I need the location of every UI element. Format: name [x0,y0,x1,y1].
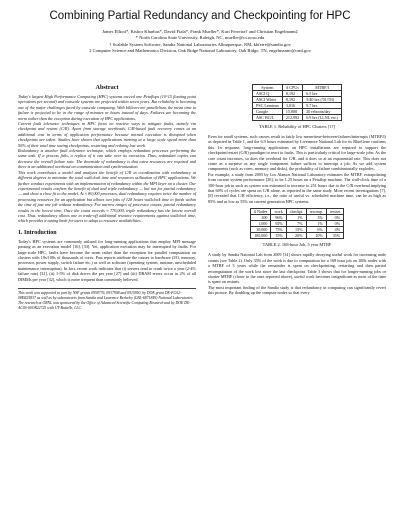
table-2-header-row [250,209,343,215]
table-row [250,233,343,239]
table-2-caption: TABLE 2. 168-hour Job, 5 year MTBF [262,242,332,248]
table-cell: ASCI Q [253,91,283,97]
table-2-header-cell: restart [326,209,343,215]
table-cell: 0% [326,215,343,221]
table-cell: 8,192 [282,91,302,97]
table-row [253,115,342,121]
table-cell: 4% [326,227,343,233]
table-1-header-cell: MTBF/I [303,85,342,91]
table-cell: 100,000 [250,233,271,239]
abstract-paragraph-3: Redundancy is another fault tolerance technique, which employs redundant processes performing the same task. If a process fails, a replica of it can take over its execution. Thus, redundant copies can decrease the overall failure rate. The downside of redundancy is that extra resources are required and there is an additional overhead on communication and synchronization. [18,148,196,170]
table-cell: 212,992 [282,115,302,121]
table-cell: 1% [306,221,326,227]
body-paragraph-2: For example, a study from 2005 by Los Alamos National Laboratory estimates the MTBF, extrapolating from current system performance [26], to be 1.25 hours on a Petaflop machine. The wall-clock time of a 100-hour job in such as system was estimated to increase to 251 hours due to the C/R overhead implying that 60% of cycles are spent on C/R alone, as reported in the same study. More recent investigations [7], [8] revealed that C/R efficiency, i.e., the ratio of useful vs. scheduled machine time, can be as high as 85% and as low as 55% on current generation HPC systems. [208,171,386,204]
table-cell: Google [253,109,283,115]
table-cell: 15% [286,227,306,233]
table-cell: ASC BG/L [253,115,283,121]
table-cell: 75% [271,227,286,233]
table-cell: 5/40 hrs ('01/'03) [303,97,342,103]
abstract-paragraph-1: Today's largest High Performance Computing (HPC) systems exceed one Petaflops (10^15 floating point operations per second) and exascale systems are projected within seven years. But reliability is becoming one of the major challenges faced by exascale computing. With billion-core parallelism, the mean time to failure is projected to be in the range of minutes or hours instead of days. Failures are becoming the norm rather than the exception during execution of HPC applications. [18,94,196,121]
table-cell: 35% [326,233,343,239]
table-2 [250,208,344,239]
right-column [208,84,386,296]
body-paragraph-3: A study by Sandia National Lab from 2009 [14] shows rapidly decaying useful work for increasing node counts (see Table 2). Only 35% of the work is due to computation for a 168 hour job on 100k nodes with a MTBF of 5 years while the remainder is spent on checkpointing, restarting and then partial recomputation of the work lost since the last checkpoint. Table 3 shows that for longer-running jobs or shorter MTBF (closer to the ones reported above), useful work becomes insignificant as most of the time is spent on restarts. [208,252,386,285]
table-1 [252,84,342,121]
table-cell: 10,000 [250,227,271,233]
affiliation-2: † Scalable System Software, Sandia National Laboratories Albuquerque, NM, kbferre@sandia.gov [109,41,291,47]
intro-paragraph-1: Today's HPC systems are commonly utilized for long-running applications that employ MPI message passing as an execution model [16], [33]. Yet, application execution may be interrupted by faults. For large-scale HPC, faults have become the norm rather than the exception for parallel computation on clusters with 10s/100s of thousands of cores. Past reports attribute the causes to hardware (I/O, memory, processor, power supply, switch failure etc.) as well as software (operating system, runtime, unscheduled maintenance interruption). In fact, recent work indicates that (i) servers tend to crash twice a year (2-4% failure rate) [32], (ii) 1-5% of disk drives die per year [27] and (iii) DRAM errors occur in 2% of all DIMMs per year [32], which is more frequent than commonly believed. [18,238,196,282]
table-2-header-cell: # Nodes [250,209,271,215]
affiliation-1: * North Carolina State University, Raleigh, NC, mueller@cs.ncsu.edu [135,35,265,41]
table-cell: 35% [271,233,286,239]
table-cell: 20% [286,233,306,239]
table-cell: 15,000 [282,109,302,115]
abstract-heading: Abstract [95,84,119,91]
table-cell: 6% [306,227,326,233]
table-row [253,109,342,115]
table-cell: PSC Lemieux [253,103,283,109]
section-heading-introduction: 1. Introduction [18,229,57,236]
table-cell: 1,000 [250,221,271,227]
table-1-header-cell: # CPUs [282,85,302,91]
left-column [18,84,196,311]
table-cell: 3% [306,215,326,221]
table-1-header-row [253,85,342,91]
table-2-header-cell: work [271,209,286,215]
table-cell: 8,192 [282,97,302,103]
table-cell: 100 [250,215,271,221]
funding-footnote: This work was supported in part by NSF grants 0958776, 0937908 and 0915950, by DOE grant DE-FG02-08ER25837 as well as by subcontracts from Sandia and Lawrence Berkeley (LBL-6871849) National Laboratories. The research at ORNL was sponsored by the Office of Advanced Scientific Computing Research and by DOE DE-AC05-00OR22725 with UT-Battelle, LLC. [18,288,196,311]
table-cell: 9.7 hrs [303,103,342,109]
table-cell: 1% [286,215,306,221]
table-cell: 7% [286,221,306,227]
table-cell: 10% [306,233,326,239]
table-2-header-cell: checkpt [286,209,306,215]
author-names: James Elliott*, Kishor Kharbas*, David Fiala*, Frank Mueller*, Kurt Ferreira† and Christian Engelmann‡ [102,29,298,34]
abstract-paragraph-2: Current fault tolerance techniques in HPC focus on reactive ways to mitigate faults, namely via checkpoint and restart (C/R). Apart from storage overheads, C/R-based fault recovery comes at an additional cost in terms of application performance because normal execution is disrupted when checkpoints are taken. Studies have shown that applications running at a large scale spend more than 50% of their total time saving checkpoints, restarting and redoing lost work. [18,121,196,148]
abstract-paragraph-4: This work contributes a model and analyzes the benefit of C/R in coordination with redundancy at different degrees to minimize the total wallclock time and resources utilization of HPC applications. We further conduct experiments with an implementation of redundancy within the MPI layer on a cluster. Our experimental results confirm the benefit of dual and triple redundancy — but not for partial redundancy — and show a close fit to the model. At ≈ 80,000 processes, dual redundancy requires twice the number of processing resources for an application but allows two jobs of 128 hours wallclock time to finish within the time of just one job without redundancy. For narrow ranges of processor counts, partial redundancy results in the lowest time. Once the count exceeds ≈ 770,000, triple redundancy has the lowest overall cost. Thus, redundancy allows one to trade-off additional resource requirements against wallclock time, which provides a tuning knob for users to adapt to resource availabilities. [18,169,196,224]
table-cell: 3,016 [282,103,302,109]
table-cell: 6.5 hrs [303,91,342,97]
table-1-caption: TABLE 1. Reliability of HPC Clusters [17] [258,124,336,129]
table-cell: ASCI White [253,97,283,103]
table-cell: 92% [271,221,286,227]
table-cell: 0% [326,221,343,227]
table-cell: 6.9 hrs (LLNL est.) [303,115,342,121]
table-2-header-cell: recomp. [306,209,326,215]
table-cell: 96% [271,215,286,221]
affiliation-3: ‡ Computer Science and Mathematics Division, Oak Ridge National Laboratory, Oak Ridge, TN, engelmannc@ornl.gov [89,48,311,54]
body-paragraph-1: Even for small systems, such causes result in fairly low mean-time-between-failures/interrupts (MTBF/I) as depicted in Table 1, and the 6.9 hours estimated by Livermore National Lab for its BlueGene confirms this. In response, long-running applications on HPC installations are required to support the checkpoint/restart (C/R) paradigm to react to faults. This is particularly critical for large-scale jobs: As the core count increases, so does the overhead for C/R, and it does so at an exponential rate. This does not come as a surprise as any single component failure suffices to interrupt a job. As we add system components (such as cores, memory and disks), the probability of failure combinatorially explodes. [208,134,386,172]
body-paragraph-4: The most important finding of the Sandia study is that redundancy in computing can significantly revert this picture. By doubling up the compute nodes so that every [208,284,386,296]
table-cell: 20 reboots/day [303,109,342,115]
table-1-header-cell: System [253,85,283,91]
paper-title: Combining Partial Redundancy and Checkpointing for HPC [49,10,351,22]
author-block [10,29,390,55]
